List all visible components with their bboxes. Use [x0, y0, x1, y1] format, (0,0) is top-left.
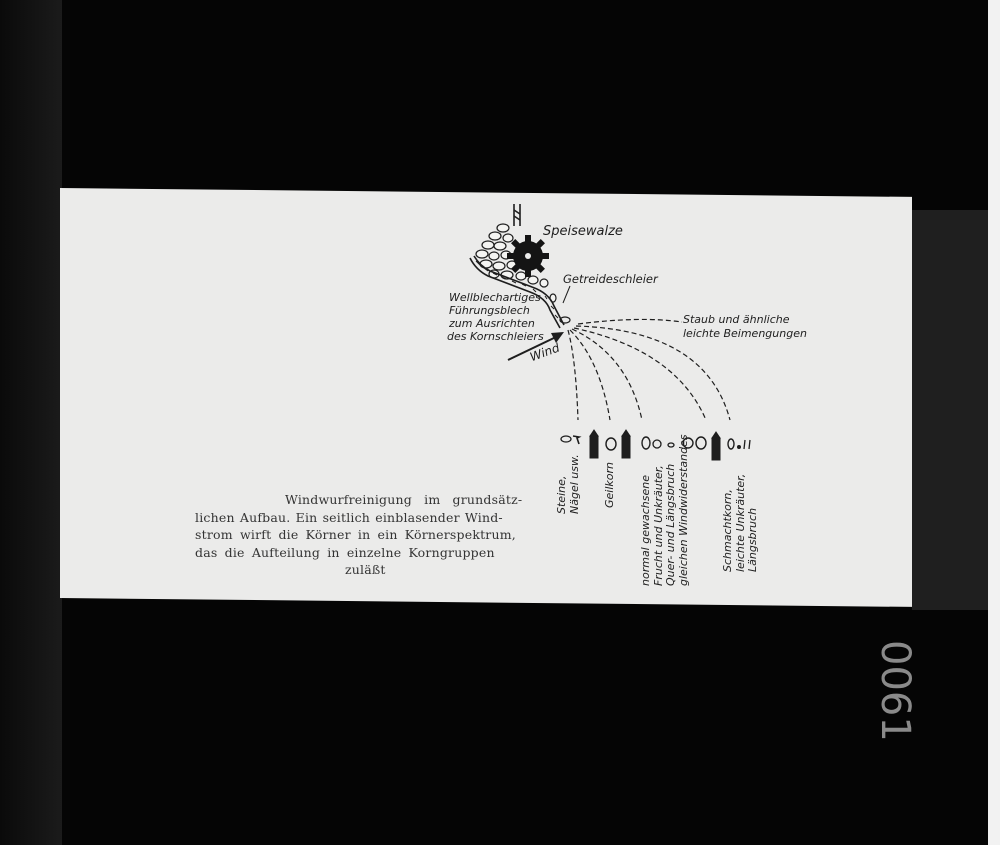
label-wind: Wind — [528, 340, 562, 365]
label-speisewalze: Speisewalze — [543, 224, 623, 239]
fraction-label-schmachtkorn — [722, 474, 760, 572]
fraction-schmachtkorn-line3: Längsbruch — [746, 507, 759, 572]
caption-line-1: Windwurfreinigung im grundsätz- — [285, 492, 523, 507]
label-staub-1: Staub und ähnliche — [683, 313, 790, 326]
fraction-label-normal — [640, 434, 690, 586]
label-blech-4: des Kornschleiers — [447, 330, 544, 343]
feed-roller-gear-icon — [507, 235, 549, 277]
label-blech-1: Wellblechartiges — [449, 291, 541, 304]
fraction-normal-line4: gleichen Windwiderstandes — [676, 434, 690, 586]
caption-line-5: zuläßt — [345, 562, 386, 577]
caption-line-3: strom wirft die Körner in ein Körnerspektrum, — [195, 527, 516, 542]
fraction-normal-line2: Frucht und Unkräuter, — [651, 465, 665, 586]
label-blech-2: Führungsblech — [449, 304, 530, 317]
film-edge-marking: 0061 — [872, 640, 918, 742]
figure-caption — [195, 491, 540, 579]
fraction-label-geilkorn — [604, 462, 617, 508]
fraction-steine-line2: Nägel usw. — [567, 454, 581, 514]
fraction-normal-line1: normal gewachsene — [639, 475, 652, 586]
fraction-geilkorn-line1: Geilkorn — [603, 462, 616, 508]
getreideschleier-leader — [563, 286, 570, 303]
caption-line-2: lichen Aufbau. Ein seitlich einblasender Wind- — [195, 509, 503, 525]
fraction-steine-line1: Steine, — [555, 475, 568, 514]
fraction-schmachtkorn-line1: Schmachtkorn, — [721, 489, 734, 572]
fraction-label-steine — [556, 454, 581, 514]
label-blech-3: zum Ausrichten — [449, 317, 535, 330]
label-getreideschleier: Getreideschleier — [563, 272, 658, 286]
fraction-schmachtkorn-line2: leichte Unkräuter, — [733, 473, 747, 572]
caption-line-4: das die Aufteilung in einzelne Korngruppen — [195, 544, 495, 560]
label-staub-2: leichte Beimengungen — [683, 327, 807, 340]
fraction-normal-line3: Quer- und Längsbruch — [664, 463, 677, 586]
feed-shaft — [514, 204, 520, 226]
